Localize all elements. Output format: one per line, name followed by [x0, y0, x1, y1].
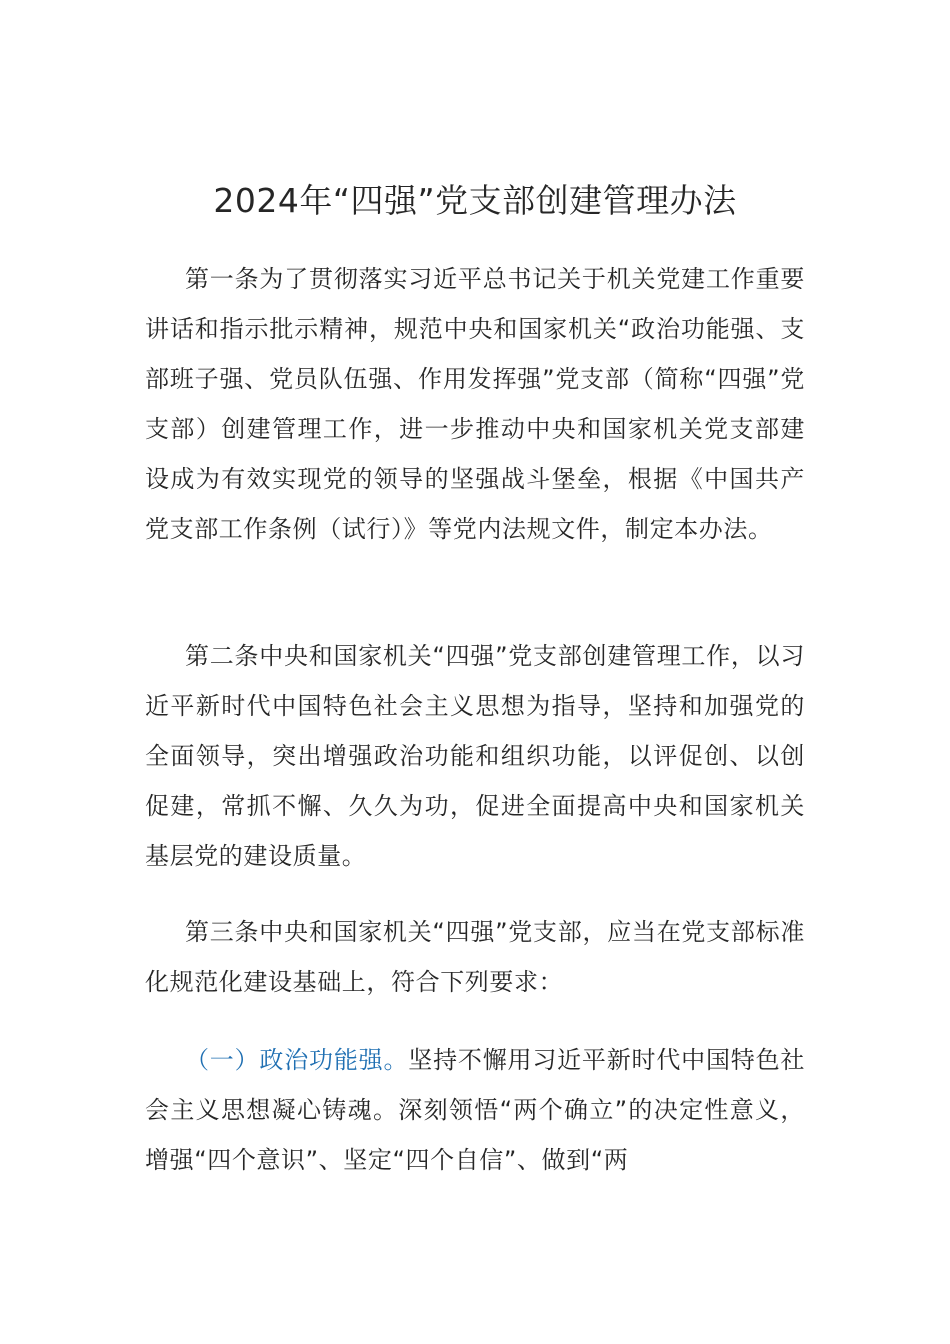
document-title: 2024年“四强”党支部创建管理办法 [213, 181, 737, 220]
item-body: 坚持不懈用习近平新时代中国特色社会主义思想凝心铸魂。深刻领悟“两个确立”的决定性意义，增强“四个意识”、坚定“四个自信”、做到“两 [145, 1046, 805, 1174]
paragraph-article-2: 第二条中央和国家机关“四强”党支部创建管理工作，以习近平新时代中国特色社会主义思想为指导，坚持和加强党的全面领导，突出增强政治功能和组织功能，以评促创、以创促建，常抓不懈、久久为功，促进全面提高中央和国家机关基层党的建设质量。 [145, 642, 805, 870]
paragraph-article-3: 第三条中央和国家机关“四强”党支部，应当在党支部标准化规范化建设基础上，符合下列要求： [145, 918, 805, 996]
item-heading: （一）政治功能强。 [185, 1046, 409, 1074]
paragraph-article-1: 第一条为了贯彻落实习近平总书记关于机关党建工作重要讲话和指示批示精神，规范中央和国家机关“政治功能强、支部班子强、党员队伍强、作用发挥强”党支部（简称“四强”党支部）创建管理工作，进一步推动中央和国家机关党支部建设成为有效实现党的领导的坚强战斗堡垒，根据《中国共产党支部工作条例（试行）》等党内法规文件，制定本办法。 [145, 265, 805, 543]
paragraph-item-1 [145, 1035, 805, 1185]
